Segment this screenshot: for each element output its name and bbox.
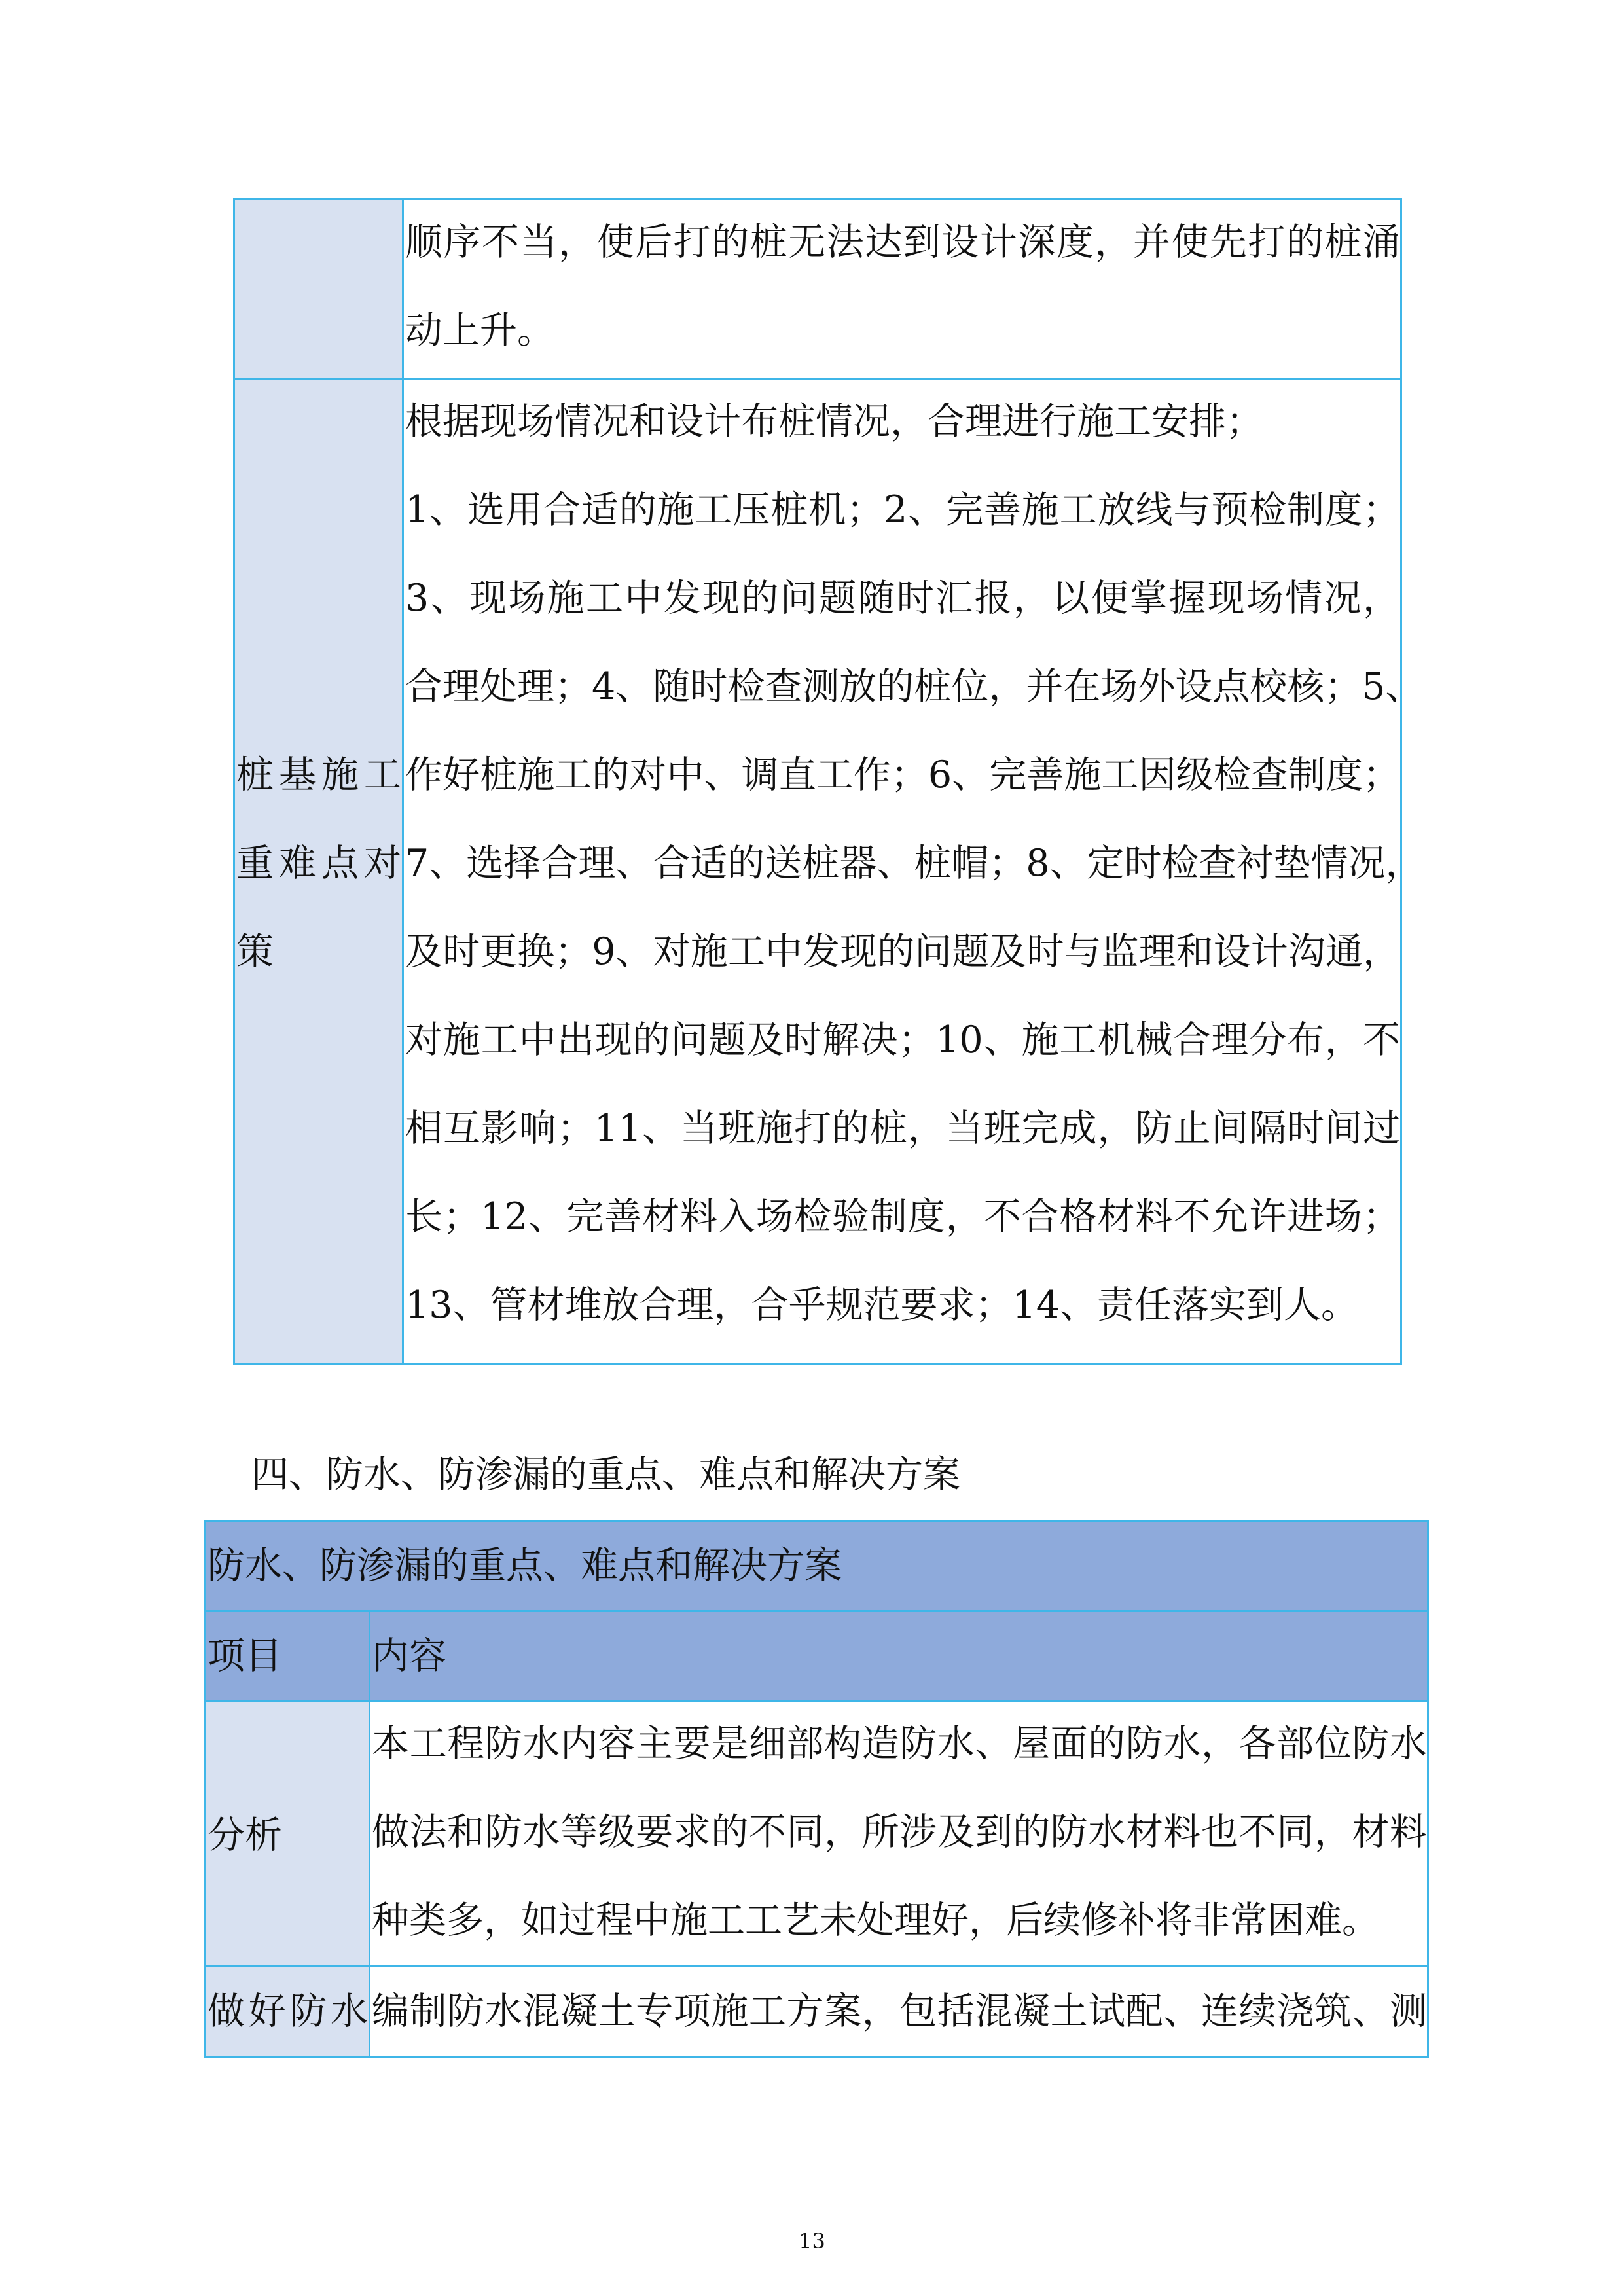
- column-header-content: 内容: [372, 1634, 446, 1677]
- content-line: 相互影响；11、当班施打的桩，当班完成，防止间隔时间过: [405, 1107, 1400, 1150]
- table-row: [206, 1702, 1428, 1967]
- content-line: 对施工中出现的问题及时解决；10、施工机械合理分布，不: [405, 1018, 1400, 1062]
- row-content-cell: [403, 380, 1423, 1365]
- content-line: 做法和防水等级要求的不同，所涉及到的防水材料也不同，材料: [372, 1810, 1427, 1854]
- row-label-cell: [206, 1967, 370, 2057]
- table-title-row: [206, 1521, 1428, 1611]
- row-label-cell: [234, 380, 403, 1365]
- row-content-cell: [403, 199, 1401, 380]
- section-heading: 四、防水、防渗漏的重点、难点和解决方案: [251, 1453, 960, 1496]
- column-header-cell: [206, 1611, 370, 1702]
- content-line: 动上升。: [405, 309, 554, 352]
- table-row: [206, 1967, 1428, 2057]
- content-line: 作好桩施工的对中、调直工作；6、完善施工因级检查制度；: [405, 753, 1400, 797]
- content-line: 7、选择合理、合适的送桩器、桩帽；8、定时检查衬垫情况，: [405, 842, 1423, 885]
- row-content-cell: [370, 1702, 1428, 1967]
- row-label-line: 策: [236, 930, 274, 973]
- waterproof-table: [204, 1520, 1429, 2058]
- content-line: 13、管材堆放合理，合乎规范要求；14、责任落实到人。: [405, 1283, 1359, 1327]
- page-number: 13: [799, 2229, 825, 2253]
- row-label: 做好防水: [208, 1990, 368, 2033]
- table-row: [234, 380, 1401, 1365]
- table-title-cell: [206, 1521, 1428, 1611]
- pile-table: [233, 198, 1423, 1365]
- content-line: 种类多，如过程中施工工艺未处理好，后续修补将非常困难。: [372, 1899, 1379, 1942]
- content-line: 根据现场情况和设计布桩情况，合理进行施工安排；: [405, 400, 1263, 443]
- row-label-cell: [234, 199, 403, 380]
- table-header-row: [206, 1611, 1428, 1702]
- row-label: 分析: [208, 1814, 282, 1857]
- row-label-cell: [206, 1702, 370, 1967]
- row-content-cell: [370, 1967, 1428, 2057]
- table-title: 防水、防渗漏的重点、难点和解决方案: [208, 1544, 842, 1587]
- content-line: 及时更换；9、对施工中发现的问题及时与监理和设计沟通，: [405, 930, 1400, 973]
- column-header-item: 项目: [208, 1634, 282, 1677]
- row-label-line: 桩基施工: [236, 753, 401, 797]
- column-header-cell: [370, 1611, 1428, 1702]
- content-line: 1、选用合适的施工压桩机；2、完善施工放线与预检制度；: [405, 488, 1400, 531]
- content-line: 3、现场施工中发现的问题随时汇报，以便掌握现场情况，: [405, 577, 1400, 620]
- content-line: 合理处理；4、随时检查测放的桩位，并在场外设点校核；5、: [405, 665, 1423, 708]
- content-line: 编制防水混凝土专项施工方案，包括混凝土试配、连续浇筑、测: [372, 1990, 1427, 2033]
- content-line: 长；12、完善材料入场检验制度，不合格材料不允许进场；: [405, 1195, 1400, 1238]
- content-line: 顺序不当，使后打的桩无法达到设计深度，并使先打的桩涌: [405, 221, 1400, 264]
- table-row: [234, 199, 1401, 380]
- row-label-line: 重难点对: [236, 842, 401, 885]
- content-line: 本工程防水内容主要是细部构造防水、屋面的防水，各部位防水: [372, 1722, 1427, 1765]
